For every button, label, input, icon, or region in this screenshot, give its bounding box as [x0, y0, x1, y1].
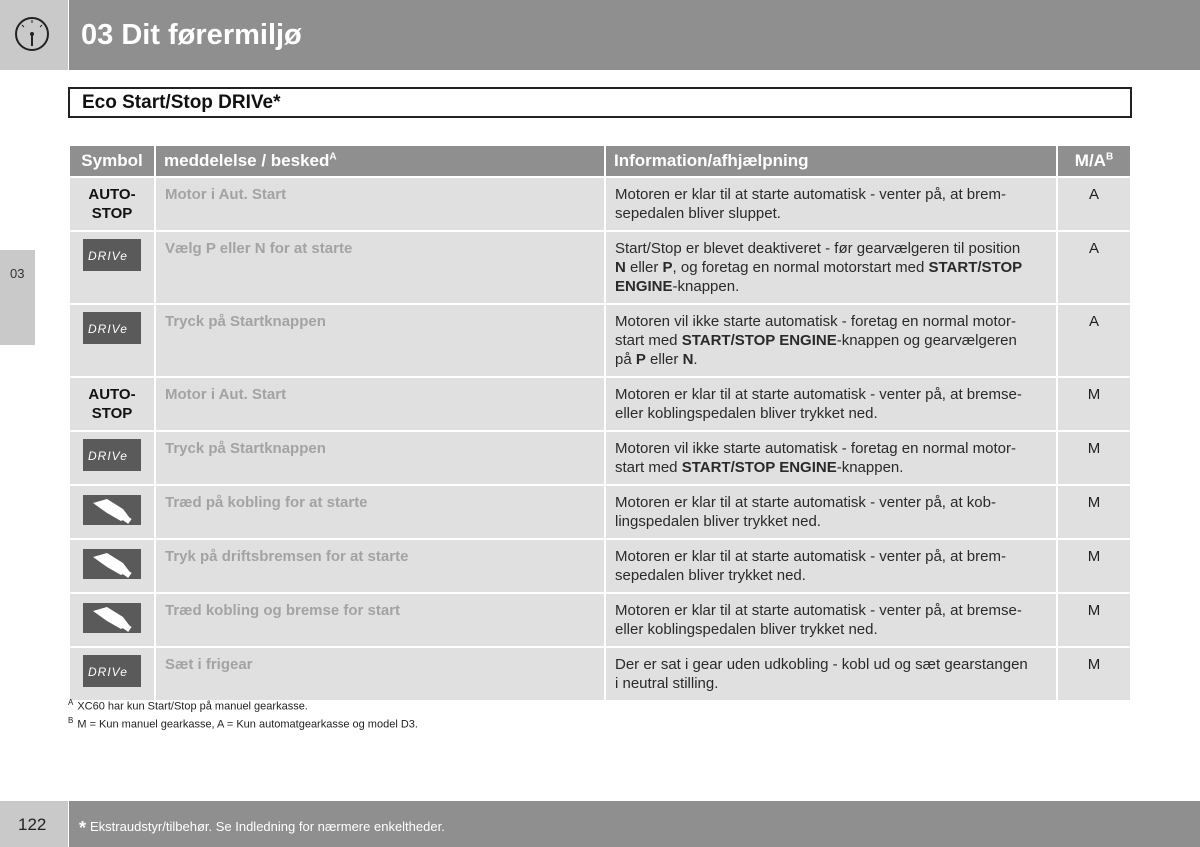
symbol-cell — [70, 305, 154, 376]
info-line: Motoren vil ikke starte automatisk - foretag en normal motor- — [615, 440, 1016, 457]
message-cell: Træd på kobling for at starte — [156, 486, 604, 538]
drive-icon-label: DRIVe — [88, 449, 128, 463]
drive-icon-label: DRIVe — [88, 665, 128, 679]
table-row — [70, 648, 1130, 700]
info-line: Motoren er klar til at starte automatisk - venter på, at bremse- — [615, 602, 1022, 619]
message-cell: Motor i Aut. Start — [156, 378, 604, 430]
message-cell: Tryck på Startknappen — [156, 432, 604, 484]
gauge-icon — [14, 16, 50, 52]
pedal-icon — [83, 603, 141, 633]
info-cell — [606, 594, 1056, 646]
page-number: 122 — [18, 815, 47, 834]
drive-icon — [83, 439, 141, 471]
info-line: Motoren er klar til at starte automatisk - venter på, at bremse- — [615, 386, 1022, 403]
header-symbol: Symbol — [70, 146, 154, 176]
info-line: eller koblingspedalen bliver trykket ned. — [615, 405, 878, 422]
table-row — [70, 432, 1130, 484]
info-line: på P eller N. — [615, 351, 698, 368]
header-info: Information/afhjælpning — [606, 146, 1056, 176]
chapter-tab — [0, 250, 35, 345]
drive-icon — [83, 655, 141, 687]
info-cell — [606, 432, 1056, 484]
drive-icon — [83, 239, 141, 271]
ma-cell: A — [1058, 232, 1130, 303]
symbol-cell — [70, 432, 154, 484]
message-cell: Tryck på Startknappen — [156, 305, 604, 376]
ma-cell: M — [1058, 432, 1130, 484]
info-cell — [606, 178, 1056, 230]
info-line: ENGINE-knappen. — [615, 278, 740, 295]
symbol-cell — [70, 540, 154, 592]
info-line: Motoren vil ikke starte automatisk - foretag en normal motor- — [615, 313, 1016, 330]
info-cell — [606, 378, 1056, 430]
footnote-b: $^B$ M = Kun manuel gearkasse, A = Kun automatgearkasse og model D3. — [68, 715, 418, 731]
ma-cell: M — [1058, 540, 1130, 592]
message-cell: Tryk på driftsbremsen for at starte — [156, 540, 604, 592]
info-line: N eller P, og foretag en normal motorstart med START/STOP — [615, 259, 1023, 276]
table-row — [70, 378, 1130, 430]
drive-icon-label: DRIVe — [88, 322, 128, 336]
message-cell: Vælg P eller N for at starte — [156, 232, 604, 303]
footnote-a: $^A$ XC60 har kun Start/Stop på manuel gearkasse. — [68, 698, 308, 713]
info-line: Start/Stop er blevet deaktiveret - før gearvælgeren til position — [615, 240, 1021, 257]
symbol-cell — [70, 594, 154, 646]
footer-star: * — [79, 818, 87, 838]
info-line: i neutral stilling. — [615, 675, 719, 692]
info-line: Motoren er klar til at starte automatisk - venter på, at kob- — [615, 494, 996, 511]
info-line: Motoren er klar til at starte automatisk - venter på, at brem- — [615, 548, 1006, 565]
symbol-cell — [70, 648, 154, 700]
table-row — [70, 178, 1130, 230]
drive-icon-label: DRIVe — [88, 249, 128, 263]
header-icon-box — [0, 0, 68, 70]
table-row — [70, 594, 1130, 646]
message-cell: Træd kobling og bremse for start — [156, 594, 604, 646]
ma-cell: A — [1058, 178, 1130, 230]
symbol-cell — [70, 378, 154, 430]
table-row — [70, 305, 1130, 376]
header-ma: $M/A^B$ — [1058, 146, 1130, 176]
table-row — [70, 232, 1130, 303]
symbol-cell — [70, 232, 154, 303]
ma-cell: M — [1058, 378, 1130, 430]
messages-table — [68, 144, 1132, 702]
info-line: lingspedalen bliver trykket ned. — [615, 513, 821, 530]
page-title: 03 Dit førermiljø — [81, 19, 302, 51]
message-cell: Motor i Aut. Start — [156, 178, 604, 230]
table-header-row — [70, 146, 1130, 176]
header-bar — [69, 0, 1200, 70]
info-line: start med START/STOP ENGINE-knappen. — [615, 459, 904, 476]
auto-stop-symbol: AUTO- STOP — [88, 186, 136, 222]
info-line: sepedalen bliver sluppet. — [615, 205, 781, 222]
section-title: Eco Start/Stop DRIVe* — [82, 92, 281, 113]
message-cell: Sæt i frigear — [156, 648, 604, 700]
info-cell — [606, 648, 1056, 700]
info-cell — [606, 540, 1056, 592]
info-line: eller koblingspedalen bliver trykket ned. — [615, 621, 878, 638]
chapter-tab-label: 03 — [10, 266, 25, 281]
footer-bar — [69, 801, 1200, 847]
auto-stop-symbol: AUTO- STOP — [88, 386, 136, 422]
info-line: Motoren er klar til at starte automatisk - venter på, at brem- — [615, 186, 1006, 203]
ma-cell: M — [1058, 594, 1130, 646]
info-cell — [606, 232, 1056, 303]
pedal-icon — [83, 549, 141, 579]
ma-cell: M — [1058, 486, 1130, 538]
table-row — [70, 486, 1130, 538]
symbol-cell — [70, 178, 154, 230]
info-line: start med START/STOP ENGINE-knappen og gearvælgeren — [615, 332, 1017, 349]
footer-note: * Ekstraudstyr/tilbehør. Se Indledning for nærmere enkeltheder. — [79, 818, 445, 838]
symbol-cell — [70, 486, 154, 538]
pedal-icon — [83, 495, 141, 525]
drive-icon — [83, 312, 141, 344]
info-line: sepedalen bliver trykket ned. — [615, 567, 806, 584]
section-heading-box — [68, 87, 1132, 118]
footnotes — [68, 696, 418, 731]
ma-cell: M — [1058, 648, 1130, 700]
header-message: meddelelse / besked$^A$ — [156, 146, 604, 176]
info-cell — [606, 305, 1056, 376]
ma-cell: A — [1058, 305, 1130, 376]
footer-page-box — [0, 801, 68, 847]
table-row — [70, 540, 1130, 592]
info-cell — [606, 486, 1056, 538]
info-line: Der er sat i gear uden udkobling - kobl ud og sæt gearstangen — [615, 656, 1028, 673]
